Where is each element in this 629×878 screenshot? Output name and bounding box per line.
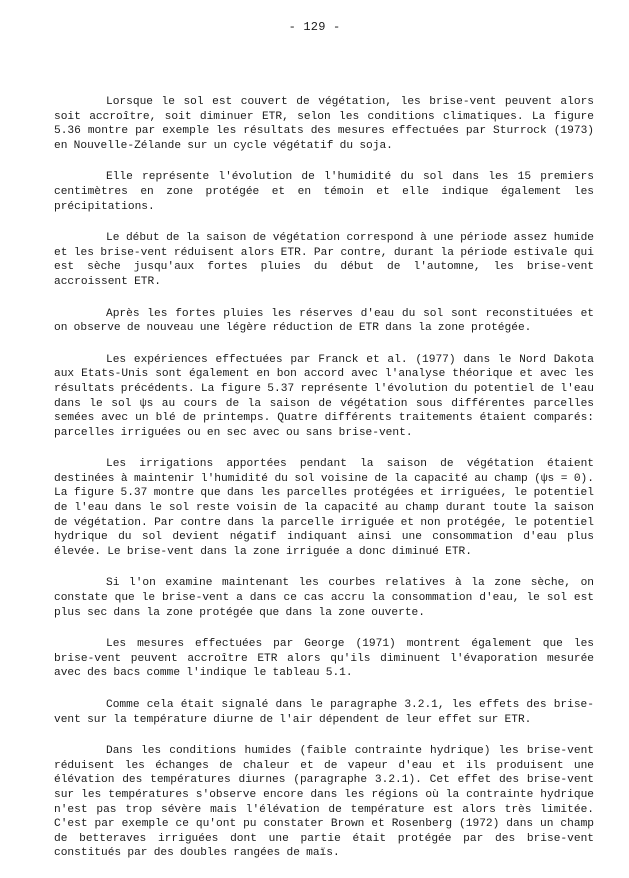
paragraph-3 bbox=[54, 231, 594, 289]
paragraph-text: Elle représente l'évolution de l'humidité du sol dans les 15 premiers centimètres en zone protégée et en témoin et elle indique également les précipitations. bbox=[54, 171, 594, 213]
paragraph-text: Le début de la saison de végétation correspond à une période assez humide et les brise-vent réduisent alors ETR. Par contre, durant la période estivale qui est sèche jusqu'aux fortes pluies du début de l'automne, les brise-vent accroissent ETR. bbox=[54, 232, 594, 288]
paragraph-1 bbox=[54, 95, 594, 153]
paragraph-9 bbox=[54, 698, 594, 727]
paragraph-text: Si l'on examine maintenant les courbes relatives à la zone sèche, on constate que le brise-vent a dans ce cas accru la consommation d'eau, le sol est plus sec dans la zone protégée que dans la zone ouverte. bbox=[54, 577, 594, 619]
paragraph-8 bbox=[54, 637, 594, 681]
paragraph-2 bbox=[54, 170, 594, 214]
paragraph-text: Comme cela était signalé dans le paragraphe 3.2.1, les effets des brise-vent sur la température diurne de l'air dépendent de leur effet sur ETR. bbox=[54, 699, 594, 726]
paragraph-5 bbox=[54, 353, 594, 441]
paragraph-7 bbox=[54, 576, 594, 620]
paragraph-text: Après les fortes pluies les réserves d'eau du sol sont reconstituées et on observe de nouveau une légère réduction de ETR dans la zone protégée. bbox=[54, 307, 594, 335]
paragraph-text: Lorsque le sol est couvert de végétation, les brise-vent peuvent alors soit accroître, soit diminuer ETR, selon les conditions climatiques. La figure 5.36 montre par exemple les résultats des mesures effectuées par Sturrock (1973) en Nouvelle-Zélande sur un cycle végétatif du soja. bbox=[54, 96, 594, 152]
paragraph-text: Dans les conditions humides (faible contrainte hydrique) les brise-vent réduisent les échanges de chaleur et de vapeur d'eau et ils produisent une élévation des températures diurnes (paragraphe 3.2.1). Cet effet des brise-vent sur les températures s'observe encore dans les régions où la contrainte hydrique n'est pas trop sévère mais l'élévation de température est alors très limitée. C'est par exemple ce qu'ont pu constater Brown et Rosenberg (1972) dans un champ de betteraves irriguées dont une partie était protégée par des brise-vent constitués par des doubles rangées de maïs. bbox=[54, 745, 594, 860]
paragraph-10 bbox=[54, 744, 594, 861]
page-number: - 129 - bbox=[288, 20, 341, 34]
paragraph-4 bbox=[54, 307, 594, 336]
paragraph-text: Les expériences effectuées par Franck et al. (1977) dans le Nord Dakota aux Etats-Unis sont également en bon accord avec l'analyse théorique et avec les résultats précédents. La figure 5.37 représente l'évolution du potentiel de l'eau dans le sol ψs au cours de la saison de végétation sous différentes parcelles semées avec un blé de printemps. Quatre différents traitements étaient comparés: parcelles irriguées ou en sec avec ou sans brise-vent. bbox=[54, 353, 594, 439]
paragraph-6 bbox=[54, 457, 594, 559]
body-text bbox=[54, 95, 594, 878]
paragraph-text: Les mesures effectuées par George (1971) montrent également que les brise-vent peuvent accroître ETR alors qu'ils diminuent l'évaporation mesurée avec des bacs comme l'indique le tableau 5.1. bbox=[54, 638, 594, 680]
paragraph-text: Les irrigations apportées pendant la saison de végétation étaient destinées à maintenir l'humidité du sol voisine de la capacité au champ (ψs = 0). La figure 5.37 montre que dans les parcelles protégées et irriguées, le potentiel de l'eau dans le sol reste voisin de la capacité au champ durant toute la saison de végétation. Par contre dans la parcelle irriguée et non protégée, le potentiel hydrique du sol devient négatif indiquant ainsi une consommation d'eau plus élevée. Le brise-vent dans la zone irriguée a donc diminué ETR. bbox=[54, 458, 594, 558]
